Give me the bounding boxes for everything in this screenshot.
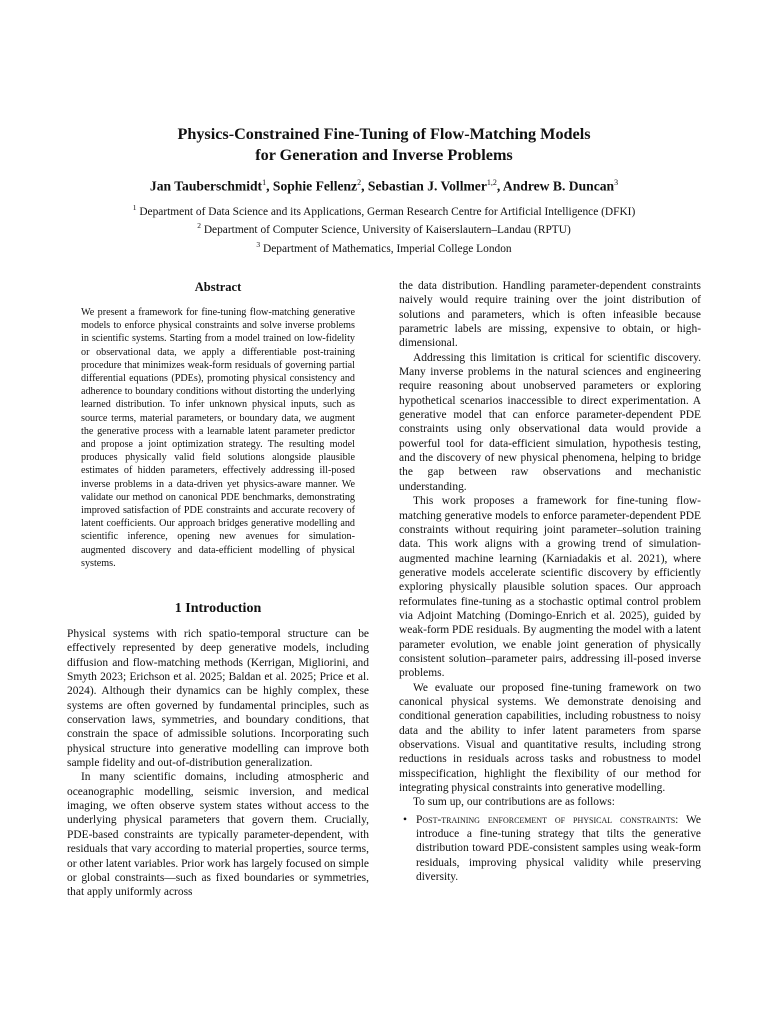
- author-separator: ,: [266, 178, 273, 194]
- intro-paragraph: In many scientific domains, including atmospheric and oceanographic modelling, seismic inversion, and medical imaging, we often observe system states without access to the underlying physical parameters that govern them. Crucially, PDE-based constraints are typically parameter-dependent, with residuals that vary according to material properties, source terms, or other latent variables. Prior work has largely focused on simple or global constraints—such as fixed boundaries or symmetries, that apply uniformly across: [67, 771, 369, 899]
- left-column-body: [67, 627, 369, 900]
- author-name: Sebastian J. Vollmer: [367, 178, 487, 194]
- author-name: Sophie Fellenz: [272, 178, 358, 194]
- bullet-lead: Post-training enforcement of physical constraints:: [416, 813, 679, 826]
- bullet-mark: •: [403, 813, 408, 826]
- abstract-text: We present a framework for fine-tuning flow-matching generative models to enforce physical constraints and solve inverse problems in scientific systems. Starting from a model trained on low-fidelity or observational data, we apply a differentiable post-training procedure that minimizes weak-form residuals of governing partial differential equations (PDEs), promoting physical consistency and adherence to boundary conditions without distorting the underlying learned distribution. To infer unknown physical inputs, such as source terms, material parameters, or boundary data, we augment the generative process with a learnable latent parameter predictor and propose a joint optimization strategy. The resulting model produces physically valid field solutions alongside plausible estimates of hidden parameters, effectively addressing ill-posed inverse problems in a data-driven yet physics-aware manner. We validate our method on canonical PDE benchmarks, demonstrating improved satisfaction of PDE constraints and accurate recovery of latent coefficients. Our approach bridges generative modelling and scientific inference, opening new avenues for simulation-augmented discovery and data-efficient modelling of physical systems.: [81, 307, 355, 569]
- affiliation-list: [0, 201, 768, 256]
- affiliation: [0, 219, 768, 237]
- intro-paragraph: Addressing this limitation is critical for scientific discovery. Many inverse problems in the natural sciences and engineering require reasoning about unobserved parameters or exploring hypothetical scenarios inaccessible to direct experimentation. A generative model that can enforce parameter-dependent PDE constraints using only observational data would provide a powerful tool for data-efficient simulation, hypothesis testing, and the discovery of new physical phenomena, helping to bridge the gap between raw observations and mechanistic understanding.: [399, 351, 701, 493]
- title-line-1: Physics-Constrained Fine-Tuning of Flow-Matching Models: [177, 125, 591, 143]
- author-affiliation-marker: 1,2: [486, 178, 497, 187]
- author-affiliation-marker: 2: [357, 178, 362, 187]
- author-affiliation-marker: 3: [614, 178, 619, 187]
- bullet-body: We introduce a fine-tuning strategy that tilts the generative distribution toward PDE-consistent samples using weak-form residuals, improving physical validity while preserving diversity.: [416, 813, 702, 884]
- affiliation-marker: 3: [256, 239, 261, 249]
- affiliation-text: Department of Mathematics, Imperial College London: [260, 242, 512, 255]
- intro-paragraph: We evaluate our proposed fine-tuning framework on two canonical physical systems. We demonstrate denoising and conditional generation capabilities, including robustness to noisy data and the ability to infer latent parameters from sparse observations. Visual and quantitative results, including strong reductions in residuals across tasks and robustness to model misspecification, highlight the flexibility of our method for integrating physical constraints into generative modelling.: [399, 681, 701, 795]
- affiliation: [0, 238, 768, 256]
- contributions-intro: To sum up, our contributions are as follows:: [413, 796, 615, 809]
- right-column-body: [399, 279, 701, 884]
- author-name: Jan Tauberschmidt: [149, 178, 263, 194]
- section-heading-introduction: 1 Introduction: [174, 601, 262, 616]
- author-list: [0, 178, 768, 195]
- author-affiliation-marker: 1: [262, 178, 267, 187]
- abstract-heading: Abstract: [194, 280, 242, 294]
- affiliation-text: Department of Computer Science, University of Kaiserslautern–Landau (RPTU): [200, 224, 571, 237]
- paper-title: [0, 124, 768, 166]
- affiliation-marker: 2: [197, 221, 201, 231]
- contribution-bullet: [399, 813, 701, 885]
- intro-paragraph-continuation: the data distribution. Handling parameter-dependent constraints naively would require training over the joint distribution of solutions and parameters, which is often infeasible because parametric labels are missing, expensive to obtain, or high-dimensional.: [399, 280, 701, 350]
- author-separator: ,: [361, 178, 368, 194]
- author-name: Andrew B. Duncan: [502, 178, 615, 194]
- bullet-text: [416, 813, 701, 885]
- intro-paragraph: This work proposes a framework for fine-tuning flow-matching generative models to enforce parameter-dependent PDE constraints without requiring joint parameter–solution training data. This work aligns with a growing trend of simulation-augmented machine learning (Karniadakis et al. 2021), where generative models accelerate scientific discovery by efficiently exploring physically plausible solution spaces. Our approach reformulates fine-tuning as a stochastic optimal control problem via Adjoint Matching (Domingo-Enrich et al. 2025), guided by weak-form PDE residuals. By augmenting the model with a latent parameter evolution, we enable joint generation of physically consistent solution–parameter pairs, addressing ill-posed inverse problems.: [399, 495, 701, 680]
- title-line-2: for Generation and Inverse Problems: [255, 146, 513, 164]
- affiliation: [0, 201, 768, 219]
- affiliation-marker: 1: [132, 203, 137, 212]
- author-separator: ,: [496, 178, 503, 194]
- intro-paragraph: Physical systems with rich spatio-temporal structure can be effectively represented by deep generative models, including diffusion and flow-matching methods (Kerrigan, Migliorini, and Smyth 2023; Erichson et al. 2025; Baldan et al. 2025; Price et al. 2024). Although their dynamics can be highly complex, these systems are often governed by fundamental principles, such as conservation laws, symmetries, and boundary conditions, that constrain the space of admissible solutions. Incorporating such physical structure into generative modelling can improve both sample fidelity and out-of-distribution generalization.: [67, 628, 369, 770]
- affiliation-text: Department of Data Science and its Applications, German Research Centre for Artificial Intelligence (DFKI): [136, 205, 636, 218]
